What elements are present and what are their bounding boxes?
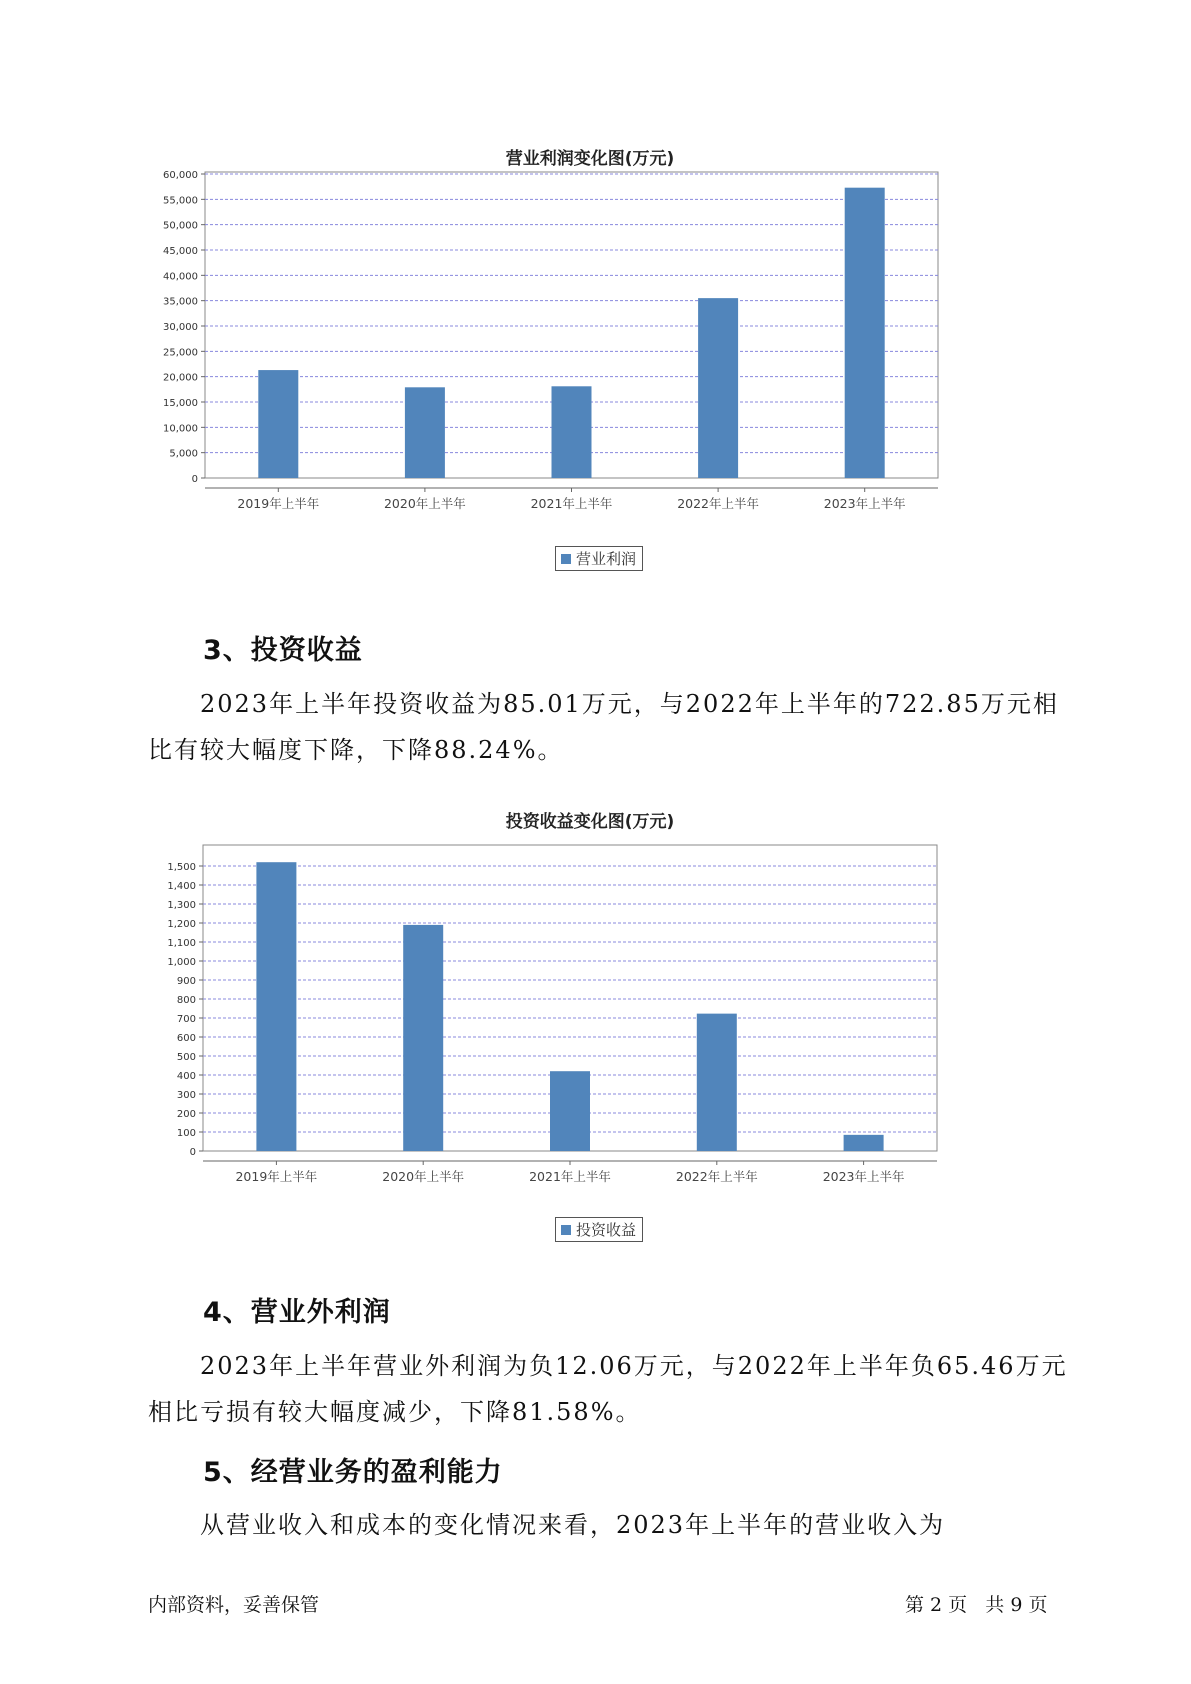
y-tick-label: 900 [176,976,196,987]
legend-swatch [561,1225,571,1235]
x-tick-label: 2022年上半年 [677,496,760,511]
bar [698,298,738,478]
y-tick-label: 55,000 [163,195,198,207]
x-tick-label: 2023年上半年 [823,496,906,511]
y-tick-label: 1,200 [167,919,196,930]
y-tick-label: 50,000 [163,220,198,232]
operating-profit-chart [150,140,1030,590]
bar [405,387,445,478]
section-4-paragraph [148,1343,1068,1435]
section-5-paragraph [148,1502,1068,1548]
x-tick-label: 2020年上半年 [383,496,466,511]
y-tick-label: 20,000 [163,372,198,384]
y-tick-label: 200 [176,1109,196,1120]
legend-swatch [561,554,571,564]
y-tick-label: 10,000 [163,423,198,435]
section-3-text: 2023年上半年投资收益为85.01万元，与2022年上半年的722.85万元相比有较大幅度下降，下降88.24%。 [148,690,1059,764]
x-tick-label: 2019年上半年 [237,496,320,511]
y-tick-label: 300 [176,1090,196,1101]
y-tick-label: 400 [176,1071,196,1082]
footer-left: 内部资料，妥善保管 [148,1594,320,1616]
bar [552,386,592,478]
y-tick-label: 1,500 [167,862,196,873]
x-tick-label: 2023年上半年 [822,1169,905,1184]
y-tick-label: 30,000 [163,322,198,333]
section-3-paragraph [148,681,1068,773]
y-tick-label: 100 [176,1128,196,1139]
y-tick-label: 60,000 [163,170,198,181]
y-tick-label: 25,000 [163,347,198,359]
y-tick-label: 1,300 [167,900,196,911]
y-tick-label: 0 [189,1147,196,1158]
y-tick-label: 35,000 [163,296,198,308]
y-tick-label: 1,100 [167,938,196,949]
legend-label: 营业利润 [576,550,637,568]
chart-legend [555,1217,643,1242]
section-5-heading: 5、经营业务的盈利能力 [203,1457,503,1488]
bar [258,370,298,478]
chart-title: 营业利润变化图(万元) [505,149,675,169]
x-tick-label: 2020年上半年 [382,1169,465,1184]
section-5-text: 从营业收入和成本的变化情况来看，2023年上半年的营业收入为 [200,1511,946,1539]
y-tick-label: 700 [176,1014,196,1025]
section-4-heading: 4、营业外利润 [203,1297,391,1328]
bar [844,1135,884,1151]
x-tick-label: 2022年上半年 [675,1169,758,1184]
bar [256,862,296,1151]
legend-label: 投资收益 [576,1221,637,1239]
y-tick-label: 500 [176,1052,196,1063]
y-tick-label: 40,000 [163,271,198,283]
section-3-heading: 3、投资收益 [203,635,363,666]
y-tick-label: 45,000 [163,246,198,257]
y-tick-label: 0 [191,474,198,485]
bar [845,188,885,478]
chart-plot [150,843,1030,1223]
chart-title: 投资收益变化图(万元) [505,812,675,832]
bar [697,1014,737,1151]
section-4-text: 2023年上半年营业外利润为负12.06万元，与2022年上半年负65.46万元相比亏损有较大幅度减少，下降81.58%。 [148,1352,1068,1426]
investment-income-chart [150,805,1030,1255]
chart-legend [555,546,643,571]
y-tick-label: 5,000 [169,448,198,460]
bar [550,1071,590,1151]
y-tick-label: 1,000 [167,957,196,968]
y-tick-label: 1,400 [167,881,196,892]
y-tick-label: 600 [176,1033,196,1044]
x-tick-label: 2021年上半年 [529,1169,611,1184]
chart-plot [150,170,1030,550]
bar [403,925,443,1151]
y-tick-label: 800 [176,995,196,1006]
x-tick-label: 2019年上半年 [235,1169,318,1184]
footer-right: 第 2 页 共 9 页 [905,1594,1048,1616]
y-tick-label: 15,000 [163,398,198,409]
x-tick-label: 2021年上半年 [530,496,613,511]
